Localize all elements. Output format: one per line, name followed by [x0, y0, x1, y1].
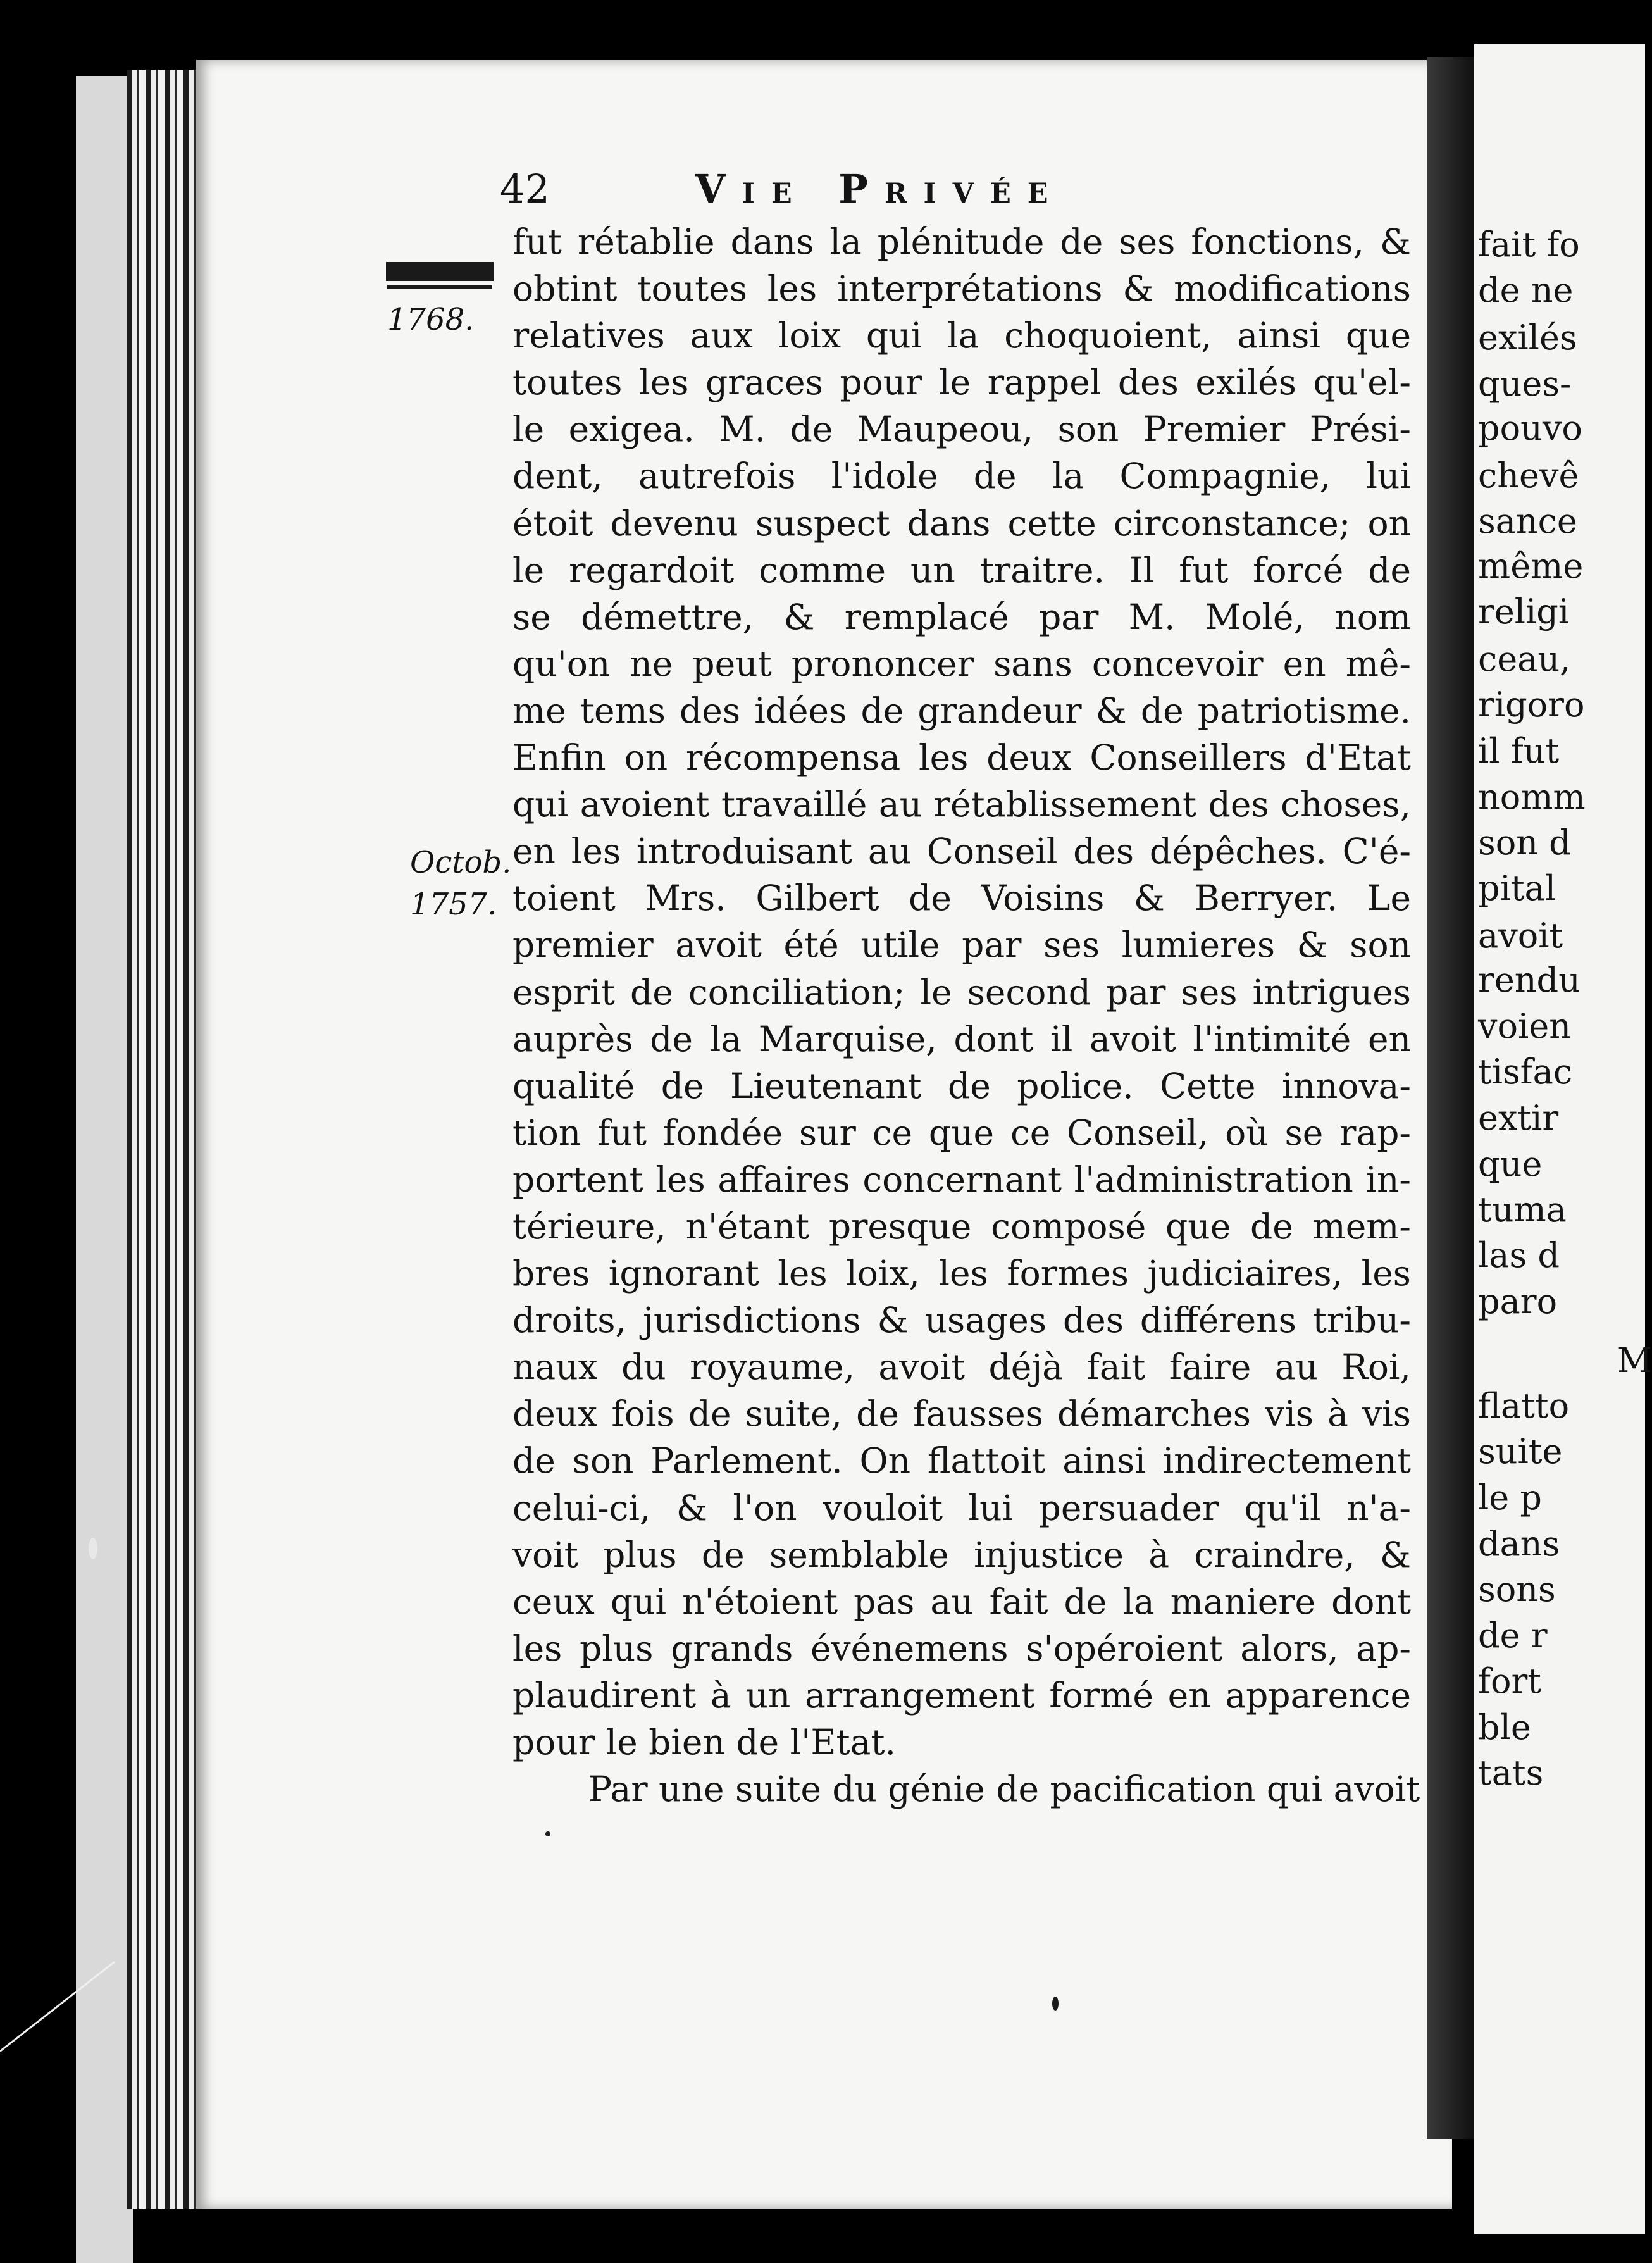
- text-line: pour le bien de l'Etat.: [512, 1722, 896, 1762]
- right-page-line-fragment: chevê: [1478, 456, 1579, 496]
- right-page-line-fragment: rigoro: [1478, 685, 1585, 725]
- text-line: qualité de Lieutenant de police. Cette innova-: [512, 1065, 1411, 1106]
- right-page-line-fragment: même: [1478, 546, 1584, 586]
- margin-note-year: 1768.: [387, 302, 475, 337]
- right-page-line-fragment: suite: [1478, 1431, 1563, 1471]
- right-page-line-fragment: extir: [1478, 1098, 1559, 1138]
- right-page-line-fragment: tuma: [1478, 1190, 1567, 1230]
- text-line: dent, autrefois l'idole de la Compagnie, lui: [512, 456, 1411, 497]
- right-page-line-fragment: ceau,: [1478, 639, 1571, 679]
- text-line: le exigea. M. de Maupeou, son Premier Prési-: [512, 409, 1411, 450]
- right-page-line-fragment: son d: [1478, 823, 1571, 863]
- right-page-line-fragment: tisfac: [1478, 1052, 1573, 1092]
- text-line: qui avoient travaillé au rétablissement des choses,: [512, 784, 1411, 825]
- text-line: toutes les graces pour le rappel des exilés qu'el-: [512, 362, 1411, 403]
- right-page-line-fragment: flatto: [1478, 1386, 1570, 1426]
- right-page-line-fragment: avoit: [1478, 916, 1563, 956]
- right-page-line-fragment: sons: [1478, 1569, 1556, 1609]
- margin-note-month: Octob.: [410, 845, 512, 880]
- text-line: se démettre, & remplacé par M. Molé, nom: [512, 596, 1411, 637]
- text-line: ceux qui n'étoient pas au fait de la maniere dont: [512, 1581, 1411, 1622]
- text-line: térieure, n'étant presque composé que de mem-: [512, 1206, 1411, 1247]
- text-line: auprès de la Marquise, dont il avoit l'intimité en: [512, 1018, 1411, 1059]
- text-line: les plus grands événemens s'opéroient alors, ap-: [512, 1628, 1411, 1669]
- margin-note-year: 1757.: [410, 887, 497, 922]
- text-line: qu'on ne peut prononcer sans concevoir en mê-: [512, 643, 1411, 684]
- text-line: de son Parlement. On flattoit ainsi indirectement: [512, 1440, 1411, 1481]
- text-line: naux du royaume, avoit déjà fait faire au Roi,: [512, 1347, 1411, 1388]
- right-page-line-fragment: fort: [1478, 1661, 1542, 1701]
- right-page-line-fragment: sance: [1478, 501, 1577, 541]
- ink-speck: [545, 1831, 550, 1836]
- right-page-line-fragment: dans: [1478, 1524, 1560, 1564]
- text-line: droits, jurisdictions & usages des différens tribu-: [512, 1300, 1411, 1341]
- left-page-edge: [76, 76, 133, 2263]
- text-line: étoit devenu suspect dans cette circonstance; on: [512, 502, 1411, 544]
- text-line: portent les affaires concernant l'administration in-: [512, 1159, 1411, 1200]
- right-page-line-fragment: que: [1478, 1144, 1543, 1184]
- right-page-line-fragment: rendu: [1478, 960, 1581, 1000]
- text-line: Enfin on récompensa les deux Conseillers d'Etat: [512, 737, 1411, 778]
- right-page-line-fragment: paro: [1478, 1281, 1558, 1321]
- right-page-line-fragment: de r: [1478, 1616, 1548, 1655]
- right-page-line-fragment: pouvo: [1478, 408, 1582, 448]
- text-line: tion fut fondée sur ce que ce Conseil, où se rap-: [512, 1112, 1411, 1153]
- ornamental-rule: [386, 262, 494, 285]
- right-page-line-fragment: M: [1617, 1340, 1652, 1380]
- text-line: Par une suite du génie de pacification qui avoit: [588, 1769, 1420, 1810]
- right-page-line-fragment: le p: [1478, 1478, 1542, 1518]
- text-line: celui-ci, & l'on vouloit lui persuader qu'il n'a-: [512, 1487, 1411, 1528]
- text-line: obtint toutes les interprétations & modifications: [512, 268, 1411, 309]
- running-title: Vie Privée: [695, 166, 1065, 212]
- right-page-line-fragment: tats: [1478, 1753, 1544, 1793]
- right-page-line-fragment: religi: [1478, 592, 1570, 632]
- text-line: fut rétablie dans la plénitude de ses fonctions, &: [512, 221, 1411, 262]
- right-page-line-fragment: ques-: [1478, 364, 1572, 404]
- body-text: [512, 218, 1420, 1812]
- ink-speck: [1052, 1997, 1059, 2011]
- right-page-line-fragment: fait fo: [1478, 225, 1580, 265]
- text-line: voit plus de semblable injustice à craindre, &: [512, 1534, 1411, 1575]
- text-line: relatives aux loix qui la choquoient, ainsi que: [512, 315, 1411, 356]
- text-line: en les introduisant au Conseil des dépêches. C'é-: [512, 831, 1411, 872]
- right-page-line-fragment: il fut: [1478, 731, 1560, 771]
- right-page-line-fragment: de ne: [1478, 270, 1574, 310]
- right-page-line-fragment: nomm: [1478, 777, 1586, 817]
- page-number: 42: [500, 166, 550, 212]
- text-line: premier avoit été utile par ses lumieres & son: [512, 925, 1411, 966]
- text-line: bres ignorant les loix, les formes judiciaires, les: [512, 1253, 1411, 1294]
- right-page-line-fragment: exilés: [1478, 318, 1577, 358]
- text-line: me tems des idées de grandeur & de patriotisme.: [512, 690, 1411, 731]
- text-line: plaudirent à un arrangement formé en apparence: [512, 1674, 1411, 1716]
- text-line: le regardoit comme un traitre. Il fut forcé de: [512, 549, 1411, 590]
- text-line: esprit de conciliation; le second par ses intrigues: [512, 971, 1411, 1013]
- right-page-line-fragment: las d: [1478, 1235, 1560, 1275]
- text-line: deux fois de suite, de fausses démarches vis à vis: [512, 1393, 1411, 1435]
- text-line: toient Mrs. Gilbert de Voisins & Berryer. Le: [512, 878, 1411, 919]
- right-page-line-fragment: pital: [1478, 868, 1556, 908]
- right-page-line-fragment: voien: [1478, 1006, 1572, 1046]
- right-page-line-fragment: ble: [1478, 1707, 1531, 1747]
- page-header: [500, 166, 1065, 212]
- paper-fleck: [89, 1538, 97, 1559]
